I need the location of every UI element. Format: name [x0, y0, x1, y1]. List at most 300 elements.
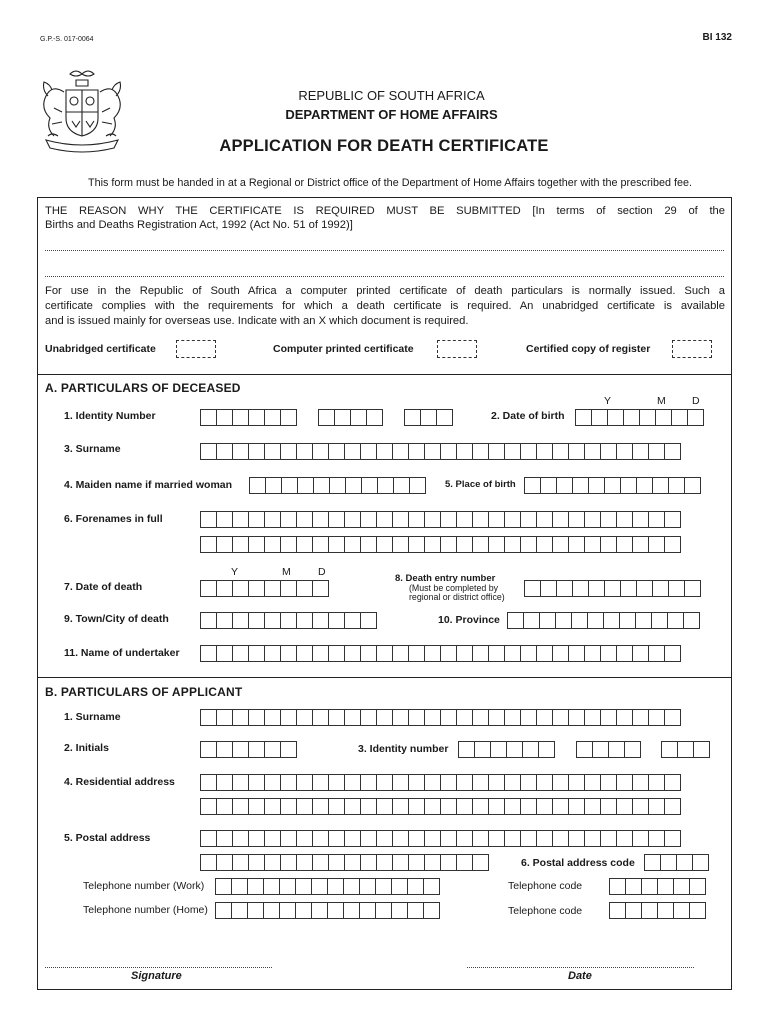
char-box[interactable] [657, 902, 674, 919]
char-box[interactable] [641, 878, 658, 895]
char-box[interactable] [472, 443, 489, 460]
char-box[interactable] [327, 878, 344, 895]
char-box[interactable] [488, 798, 505, 815]
char-box[interactable] [536, 798, 553, 815]
char-box[interactable] [280, 854, 297, 871]
char-box[interactable] [328, 645, 345, 662]
char-box[interactable] [576, 741, 593, 758]
char-box[interactable] [360, 798, 377, 815]
char-box[interactable] [456, 645, 473, 662]
char-box[interactable] [591, 409, 608, 426]
char-box[interactable] [424, 854, 441, 871]
char-box[interactable] [375, 878, 392, 895]
char-box[interactable] [375, 902, 392, 919]
a1-id-group1[interactable] [200, 409, 296, 426]
char-box[interactable] [377, 477, 394, 494]
char-box[interactable] [248, 645, 265, 662]
char-box[interactable] [648, 443, 665, 460]
char-box[interactable] [667, 612, 684, 629]
char-box[interactable] [408, 709, 425, 726]
char-box[interactable] [522, 741, 539, 758]
char-box[interactable] [360, 709, 377, 726]
char-box[interactable] [556, 477, 573, 494]
char-box[interactable] [520, 774, 537, 791]
char-box[interactable] [361, 477, 378, 494]
char-box[interactable] [360, 511, 377, 528]
char-box[interactable] [328, 612, 345, 629]
char-box[interactable] [584, 798, 601, 815]
char-box[interactable] [568, 536, 585, 553]
char-box[interactable] [635, 612, 652, 629]
char-box[interactable] [264, 443, 281, 460]
char-box[interactable] [472, 774, 489, 791]
char-box[interactable] [540, 580, 557, 597]
tel-work-boxes[interactable] [215, 878, 439, 895]
char-box[interactable] [440, 830, 457, 847]
char-box[interactable] [407, 902, 424, 919]
char-box[interactable] [456, 830, 473, 847]
char-box[interactable] [264, 409, 281, 426]
char-box[interactable] [552, 443, 569, 460]
char-box[interactable] [392, 536, 409, 553]
char-box[interactable] [636, 477, 653, 494]
a6-forenames-row2[interactable] [200, 536, 680, 553]
char-box[interactable] [600, 774, 617, 791]
char-box[interactable] [393, 477, 410, 494]
char-box[interactable] [296, 798, 313, 815]
reason-line-2[interactable] [45, 276, 724, 277]
b2-initials-boxes[interactable] [200, 741, 296, 758]
char-box[interactable] [344, 645, 361, 662]
char-box[interactable] [684, 580, 701, 597]
computer-printed-checkbox[interactable] [437, 340, 477, 358]
char-box[interactable] [376, 536, 393, 553]
char-box[interactable] [693, 741, 710, 758]
char-box[interactable] [231, 878, 248, 895]
tel-code-2-boxes[interactable] [609, 902, 705, 919]
char-box[interactable] [456, 854, 473, 871]
char-box[interactable] [424, 536, 441, 553]
char-box[interactable] [408, 798, 425, 815]
char-box[interactable] [540, 477, 557, 494]
char-box[interactable] [648, 798, 665, 815]
char-box[interactable] [200, 536, 217, 553]
char-box[interactable] [648, 830, 665, 847]
char-box[interactable] [216, 645, 233, 662]
char-box[interactable] [280, 830, 297, 847]
char-box[interactable] [632, 709, 649, 726]
char-box[interactable] [232, 741, 249, 758]
b4-address-row2[interactable] [200, 798, 680, 815]
char-box[interactable] [391, 878, 408, 895]
char-box[interactable] [568, 645, 585, 662]
char-box[interactable] [360, 443, 377, 460]
char-box[interactable] [232, 709, 249, 726]
char-box[interactable] [392, 798, 409, 815]
char-box[interactable] [456, 798, 473, 815]
char-box[interactable] [200, 854, 217, 871]
char-box[interactable] [247, 902, 264, 919]
char-box[interactable] [200, 443, 217, 460]
char-box[interactable] [392, 709, 409, 726]
char-box[interactable] [472, 830, 489, 847]
char-box[interactable] [552, 511, 569, 528]
char-box[interactable] [440, 774, 457, 791]
char-box[interactable] [360, 536, 377, 553]
char-box[interactable] [408, 645, 425, 662]
char-box[interactable] [376, 830, 393, 847]
char-box[interactable] [504, 709, 521, 726]
char-box[interactable] [689, 902, 706, 919]
char-box[interactable] [536, 830, 553, 847]
char-box[interactable] [360, 612, 377, 629]
char-box[interactable] [600, 709, 617, 726]
char-box[interactable] [676, 854, 693, 871]
char-box[interactable] [648, 511, 665, 528]
char-box[interactable] [216, 774, 233, 791]
char-box[interactable] [616, 830, 633, 847]
char-box[interactable] [520, 511, 537, 528]
char-box[interactable] [552, 774, 569, 791]
char-box[interactable] [392, 645, 409, 662]
char-box[interactable] [247, 878, 264, 895]
char-box[interactable] [216, 409, 233, 426]
char-box[interactable] [632, 798, 649, 815]
char-box[interactable] [296, 443, 313, 460]
char-box[interactable] [376, 511, 393, 528]
char-box[interactable] [281, 477, 298, 494]
char-box[interactable] [584, 511, 601, 528]
char-box[interactable] [344, 709, 361, 726]
signature-line[interactable] [45, 967, 272, 968]
char-box[interactable] [297, 477, 314, 494]
char-box[interactable] [312, 645, 329, 662]
char-box[interactable] [200, 798, 217, 815]
char-box[interactable] [673, 902, 690, 919]
char-box[interactable] [200, 612, 217, 629]
char-box[interactable] [248, 798, 265, 815]
char-box[interactable] [216, 443, 233, 460]
char-box[interactable] [232, 645, 249, 662]
char-box[interactable] [456, 709, 473, 726]
char-box[interactable] [652, 477, 669, 494]
char-box[interactable] [200, 774, 217, 791]
char-box[interactable] [248, 612, 265, 629]
char-box[interactable] [296, 536, 313, 553]
char-box[interactable] [664, 536, 681, 553]
char-box[interactable] [488, 709, 505, 726]
char-box[interactable] [248, 409, 265, 426]
char-box[interactable] [248, 741, 265, 758]
char-box[interactable] [216, 536, 233, 553]
char-box[interactable] [264, 741, 281, 758]
a11-undertaker-boxes[interactable] [200, 645, 680, 662]
tel-code-1-boxes[interactable] [609, 878, 705, 895]
char-box[interactable] [200, 409, 217, 426]
char-box[interactable] [264, 580, 281, 597]
char-box[interactable] [456, 443, 473, 460]
char-box[interactable] [539, 612, 556, 629]
char-box[interactable] [248, 443, 265, 460]
a4-maiden-boxes[interactable] [249, 477, 425, 494]
char-box[interactable] [296, 612, 313, 629]
char-box[interactable] [648, 536, 665, 553]
char-box[interactable] [263, 878, 280, 895]
char-box[interactable] [216, 511, 233, 528]
char-box[interactable] [575, 409, 592, 426]
a1-id-group3[interactable] [404, 409, 452, 426]
char-box[interactable] [552, 830, 569, 847]
char-box[interactable] [536, 536, 553, 553]
char-box[interactable] [648, 709, 665, 726]
char-box[interactable] [424, 709, 441, 726]
char-box[interactable] [392, 774, 409, 791]
char-box[interactable] [264, 830, 281, 847]
char-box[interactable] [504, 645, 521, 662]
char-box[interactable] [488, 830, 505, 847]
char-box[interactable] [600, 536, 617, 553]
char-box[interactable] [296, 580, 313, 597]
char-box[interactable] [536, 511, 553, 528]
char-box[interactable] [280, 798, 297, 815]
char-box[interactable] [474, 741, 491, 758]
char-box[interactable] [296, 709, 313, 726]
char-box[interactable] [232, 798, 249, 815]
char-box[interactable] [376, 854, 393, 871]
char-box[interactable] [456, 511, 473, 528]
char-box[interactable] [327, 902, 344, 919]
char-box[interactable] [264, 774, 281, 791]
char-box[interactable] [616, 774, 633, 791]
char-box[interactable] [456, 536, 473, 553]
char-box[interactable] [660, 854, 677, 871]
char-box[interactable] [359, 902, 376, 919]
char-box[interactable] [587, 612, 604, 629]
char-box[interactable] [200, 709, 217, 726]
char-box[interactable] [609, 902, 626, 919]
char-box[interactable] [616, 709, 633, 726]
char-box[interactable] [232, 612, 249, 629]
char-box[interactable] [632, 774, 649, 791]
char-box[interactable] [600, 798, 617, 815]
char-box[interactable] [572, 477, 589, 494]
char-box[interactable] [620, 580, 637, 597]
char-box[interactable] [344, 798, 361, 815]
char-box[interactable] [424, 511, 441, 528]
char-box[interactable] [328, 709, 345, 726]
a3-surname-boxes[interactable] [200, 443, 680, 460]
char-box[interactable] [584, 709, 601, 726]
char-box[interactable] [523, 612, 540, 629]
char-box[interactable] [232, 854, 249, 871]
char-box[interactable] [671, 409, 688, 426]
char-box[interactable] [264, 645, 281, 662]
char-box[interactable] [616, 511, 633, 528]
char-box[interactable] [568, 709, 585, 726]
char-box[interactable] [376, 645, 393, 662]
b3-id-group3[interactable] [661, 741, 709, 758]
a1-id-group2[interactable] [318, 409, 382, 426]
char-box[interactable] [620, 477, 637, 494]
char-box[interactable] [296, 774, 313, 791]
char-box[interactable] [520, 830, 537, 847]
char-box[interactable] [344, 854, 361, 871]
char-box[interactable] [572, 580, 589, 597]
char-box[interactable] [692, 854, 709, 871]
char-box[interactable] [200, 511, 217, 528]
char-box[interactable] [263, 902, 280, 919]
a7-dod-boxes[interactable] [200, 580, 328, 597]
char-box[interactable] [232, 409, 249, 426]
char-box[interactable] [636, 580, 653, 597]
char-box[interactable] [490, 741, 507, 758]
char-box[interactable] [568, 511, 585, 528]
char-box[interactable] [313, 477, 330, 494]
char-box[interactable] [440, 536, 457, 553]
b5-postal-row1[interactable] [200, 830, 680, 847]
char-box[interactable] [392, 511, 409, 528]
char-box[interactable] [200, 830, 217, 847]
char-box[interactable] [264, 511, 281, 528]
char-box[interactable] [334, 409, 351, 426]
char-box[interactable] [648, 774, 665, 791]
char-box[interactable] [588, 580, 605, 597]
char-box[interactable] [668, 580, 685, 597]
char-box[interactable] [504, 830, 521, 847]
b5-postal-row2[interactable] [200, 854, 488, 871]
char-box[interactable] [632, 443, 649, 460]
char-box[interactable] [568, 798, 585, 815]
char-box[interactable] [392, 443, 409, 460]
char-box[interactable] [328, 536, 345, 553]
char-box[interactable] [520, 536, 537, 553]
a5-place-boxes[interactable] [524, 477, 700, 494]
char-box[interactable] [661, 741, 678, 758]
char-box[interactable] [280, 580, 297, 597]
char-box[interactable] [625, 878, 642, 895]
char-box[interactable] [608, 741, 625, 758]
char-box[interactable] [248, 536, 265, 553]
certified-copy-checkbox[interactable] [672, 340, 712, 358]
char-box[interactable] [568, 830, 585, 847]
char-box[interactable] [424, 774, 441, 791]
char-box[interactable] [296, 645, 313, 662]
b3-id-group2[interactable] [576, 741, 640, 758]
char-box[interactable] [488, 774, 505, 791]
char-box[interactable] [343, 902, 360, 919]
b3-id-group1[interactable] [458, 741, 554, 758]
char-box[interactable] [436, 409, 453, 426]
char-box[interactable] [328, 830, 345, 847]
char-box[interactable] [657, 878, 674, 895]
char-box[interactable] [264, 709, 281, 726]
char-box[interactable] [552, 709, 569, 726]
char-box[interactable] [280, 409, 297, 426]
char-box[interactable] [232, 830, 249, 847]
char-box[interactable] [360, 645, 377, 662]
char-box[interactable] [472, 536, 489, 553]
char-box[interactable] [536, 443, 553, 460]
char-box[interactable] [648, 645, 665, 662]
char-box[interactable] [312, 854, 329, 871]
char-box[interactable] [248, 580, 265, 597]
char-box[interactable] [584, 536, 601, 553]
char-box[interactable] [232, 536, 249, 553]
char-box[interactable] [408, 511, 425, 528]
char-box[interactable] [588, 477, 605, 494]
char-box[interactable] [440, 645, 457, 662]
char-box[interactable] [603, 612, 620, 629]
char-box[interactable] [376, 443, 393, 460]
char-box[interactable] [295, 878, 312, 895]
char-box[interactable] [392, 854, 409, 871]
char-box[interactable] [555, 612, 572, 629]
char-box[interactable] [344, 536, 361, 553]
char-box[interactable] [687, 409, 704, 426]
char-box[interactable] [408, 830, 425, 847]
char-box[interactable] [216, 709, 233, 726]
char-box[interactable] [280, 645, 297, 662]
char-box[interactable] [607, 409, 624, 426]
char-box[interactable] [504, 511, 521, 528]
char-box[interactable] [644, 854, 661, 871]
char-box[interactable] [556, 580, 573, 597]
char-box[interactable] [264, 536, 281, 553]
b1-surname-boxes[interactable] [200, 709, 680, 726]
char-box[interactable] [568, 443, 585, 460]
char-box[interactable] [568, 774, 585, 791]
a9-town-boxes[interactable] [200, 612, 376, 629]
char-box[interactable] [504, 774, 521, 791]
char-box[interactable] [684, 477, 701, 494]
char-box[interactable] [440, 443, 457, 460]
char-box[interactable] [664, 774, 681, 791]
char-box[interactable] [423, 878, 440, 895]
a8-entry-boxes[interactable] [524, 580, 700, 597]
char-box[interactable] [616, 645, 633, 662]
char-box[interactable] [296, 830, 313, 847]
char-box[interactable] [232, 774, 249, 791]
char-box[interactable] [312, 443, 329, 460]
char-box[interactable] [616, 798, 633, 815]
char-box[interactable] [231, 902, 248, 919]
char-box[interactable] [232, 511, 249, 528]
char-box[interactable] [344, 443, 361, 460]
char-box[interactable] [328, 798, 345, 815]
char-box[interactable] [488, 511, 505, 528]
char-box[interactable] [424, 645, 441, 662]
char-box[interactable] [488, 645, 505, 662]
char-box[interactable] [440, 709, 457, 726]
char-box[interactable] [664, 443, 681, 460]
char-box[interactable] [571, 612, 588, 629]
char-box[interactable] [584, 645, 601, 662]
char-box[interactable] [632, 536, 649, 553]
char-box[interactable] [344, 774, 361, 791]
char-box[interactable] [538, 741, 555, 758]
char-box[interactable] [248, 830, 265, 847]
char-box[interactable] [312, 612, 329, 629]
char-box[interactable] [344, 830, 361, 847]
char-box[interactable] [600, 830, 617, 847]
a10-province-boxes[interactable] [507, 612, 699, 629]
char-box[interactable] [424, 443, 441, 460]
char-box[interactable] [216, 854, 233, 871]
char-box[interactable] [623, 409, 640, 426]
char-box[interactable] [280, 511, 297, 528]
char-box[interactable] [312, 709, 329, 726]
char-box[interactable] [404, 409, 421, 426]
